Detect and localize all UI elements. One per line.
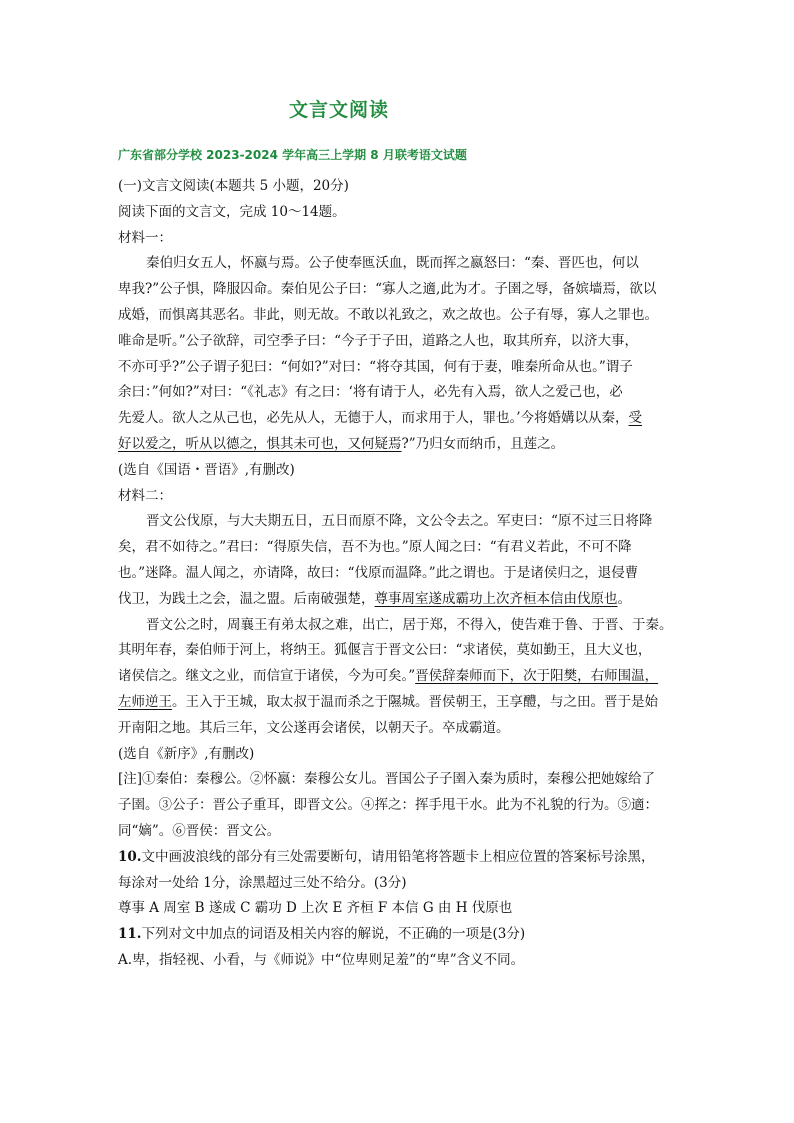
material2-line: 晋文公伐原，与大夫期五日，五日而原不降，文公令去之。军吏曰：“原不过三日将降 [146, 513, 653, 530]
question-text: 文中画波浪线的部分有三处需要断句，请用铅笔将答题卡上相应位置的答案标号涂黑， [141, 848, 655, 865]
section-heading: (一)文言文阅读(本题共 5 小题，20分) [118, 178, 349, 194]
material1-line: 卑我?”公子惧，降服囚命。秦伯见公子曰：“寡人之適,此为才。子圉之辱，备嫔墙焉，欲以 [118, 281, 657, 298]
material2-label: 材料二： [118, 487, 172, 504]
material1-line: 唯命是听。”公子欲辞，司空季子曰：“今子于子田，道路之人也，取其所弃，以济大事， [118, 332, 639, 349]
material1-line: 不亦可乎?”公子谓子犯曰：“何如?”对曰：“将夺其国，何有于妻，唯秦所命从也。”谓子 [118, 358, 633, 375]
question-10 [118, 845, 678, 871]
material1-line: 成婚，而惧离其恶名。非此，则无故。不敢以礼致之，欢之故也。公子有辱，寡人之罪也。 [118, 306, 658, 323]
material2-line [118, 664, 678, 690]
underlined-text: 左师逆王 [118, 693, 172, 710]
exam-source-title: 广东省部分学校 2023-2024 学年高三上学期 8 月联考语文试题 [118, 148, 467, 162]
question-11 [118, 922, 678, 948]
material2-line-text: 诸侯信之。继文之业，而信宣于诸侯，今为可矣。” [118, 668, 416, 685]
question-11-option-a: A.卑，指轻视、小看，与《师说》中“位卑则足羞”的“卑”含义不同。 [118, 951, 525, 968]
material2-line: 晋文公之时，周襄王有弟太叔之难，出亡，居于郑，不得入，使告难于鲁、于晋、于秦。 [146, 616, 673, 633]
material2-line: 开南阳之地。其后三年，文公遂再会诸侯，以朝天子。卒成霸道。 [118, 719, 510, 736]
note-line: [注]①秦伯：秦穆公。②怀嬴：秦穆公女儿。晋国公子子圉入秦为质时，秦穆公把她嫁给了 [118, 771, 656, 788]
material2-line: 矣，君不如待之。”君曰：“得原失信，吾不为也。”原人闻之曰：“有君义若此，不可不降 [118, 539, 632, 556]
question-number: 11. [118, 926, 142, 943]
material2-line [118, 690, 678, 716]
note-line: 子圉。③公子：晋公子重耳，即晋文公。④挥之：挥手甩干水。此为不礼貌的行为。⑤適： [118, 797, 658, 814]
material1-line: 余曰：”何如?”对曰：“《礼志》有之曰：‘将有请于人，必先有入焉，欲人之爱己也，必 [118, 384, 623, 401]
underlined-text: 受 [628, 410, 643, 427]
material2-line: 其明年春，秦伯师于河上，将纳王。狐偃言于晋文公曰：“求诸侯，莫如勤王，且大义也， [118, 642, 652, 659]
material2-line-text: 。 [617, 590, 631, 607]
material1-line-text: ?”乃归女而纳币，且莲之。 [401, 435, 565, 452]
material2-line-text: 伐卫，为践土之会，温之盟。后南破强楚， [118, 590, 375, 607]
material1-line [118, 406, 678, 432]
document-body [118, 174, 678, 974]
question-10-options: 尊事 A 周室 B 遂成 C 霸功 D 上次 E 齐桓 F 本信 G 由 H 伐原也 [118, 900, 513, 917]
material2-line: 也。”迷降。温人闻之，亦请降，故曰：“伐原而温降。”此之谓也。于是诸侯归之，退侵曹 [118, 564, 639, 581]
question-10-line: 每涂对一处给 1分，涂黑超过三处不给分。(3分) [118, 874, 407, 891]
underlined-text: 晋侯辞秦师而下，次于阳樊，右师围温， [415, 668, 659, 685]
material1-line [118, 432, 678, 458]
page-title: 文言文阅读 [289, 99, 390, 121]
instruction: 阅读下面的文言文，完成 10～14题。 [118, 203, 346, 220]
wavy-underlined-text: 尊事周室遂成霸功上次齐桓本信由伐原也 [374, 590, 618, 607]
material2-line-text: 。王入于王城，取太叔于温而杀之于隰城。晋侯朝王，王享醴，与之田。晋于是始 [172, 693, 658, 710]
material2-line [118, 587, 678, 613]
note-line: 同“嫡”。⑥晋侯：晋文公。 [118, 822, 281, 839]
question-number: 10. [118, 848, 142, 865]
material1-label: 材料一： [118, 229, 172, 246]
material1-line-text: 先爱人。欲人之从己也，必先从人，无德于人，而求用于人，罪也。’今将婚媾以从秦， [118, 410, 629, 427]
underlined-text: 好以爱之，听从以德之，惧其未可也，又何疑焉 [118, 435, 402, 452]
material2-source: (选自《新序》,有删改) [118, 745, 255, 762]
material1-line: 秦伯归女五人，怀嬴与焉。公子使奉匜沃血，既而挥之嬴怒曰：“秦、晋匹也，何以 [146, 255, 639, 272]
question-text: 下列对文中加点的词语及相关内容的解说，不正确的一项是(3分) [141, 926, 526, 943]
material1-source: (选自《国语・晋语》,有删改) [118, 461, 295, 478]
